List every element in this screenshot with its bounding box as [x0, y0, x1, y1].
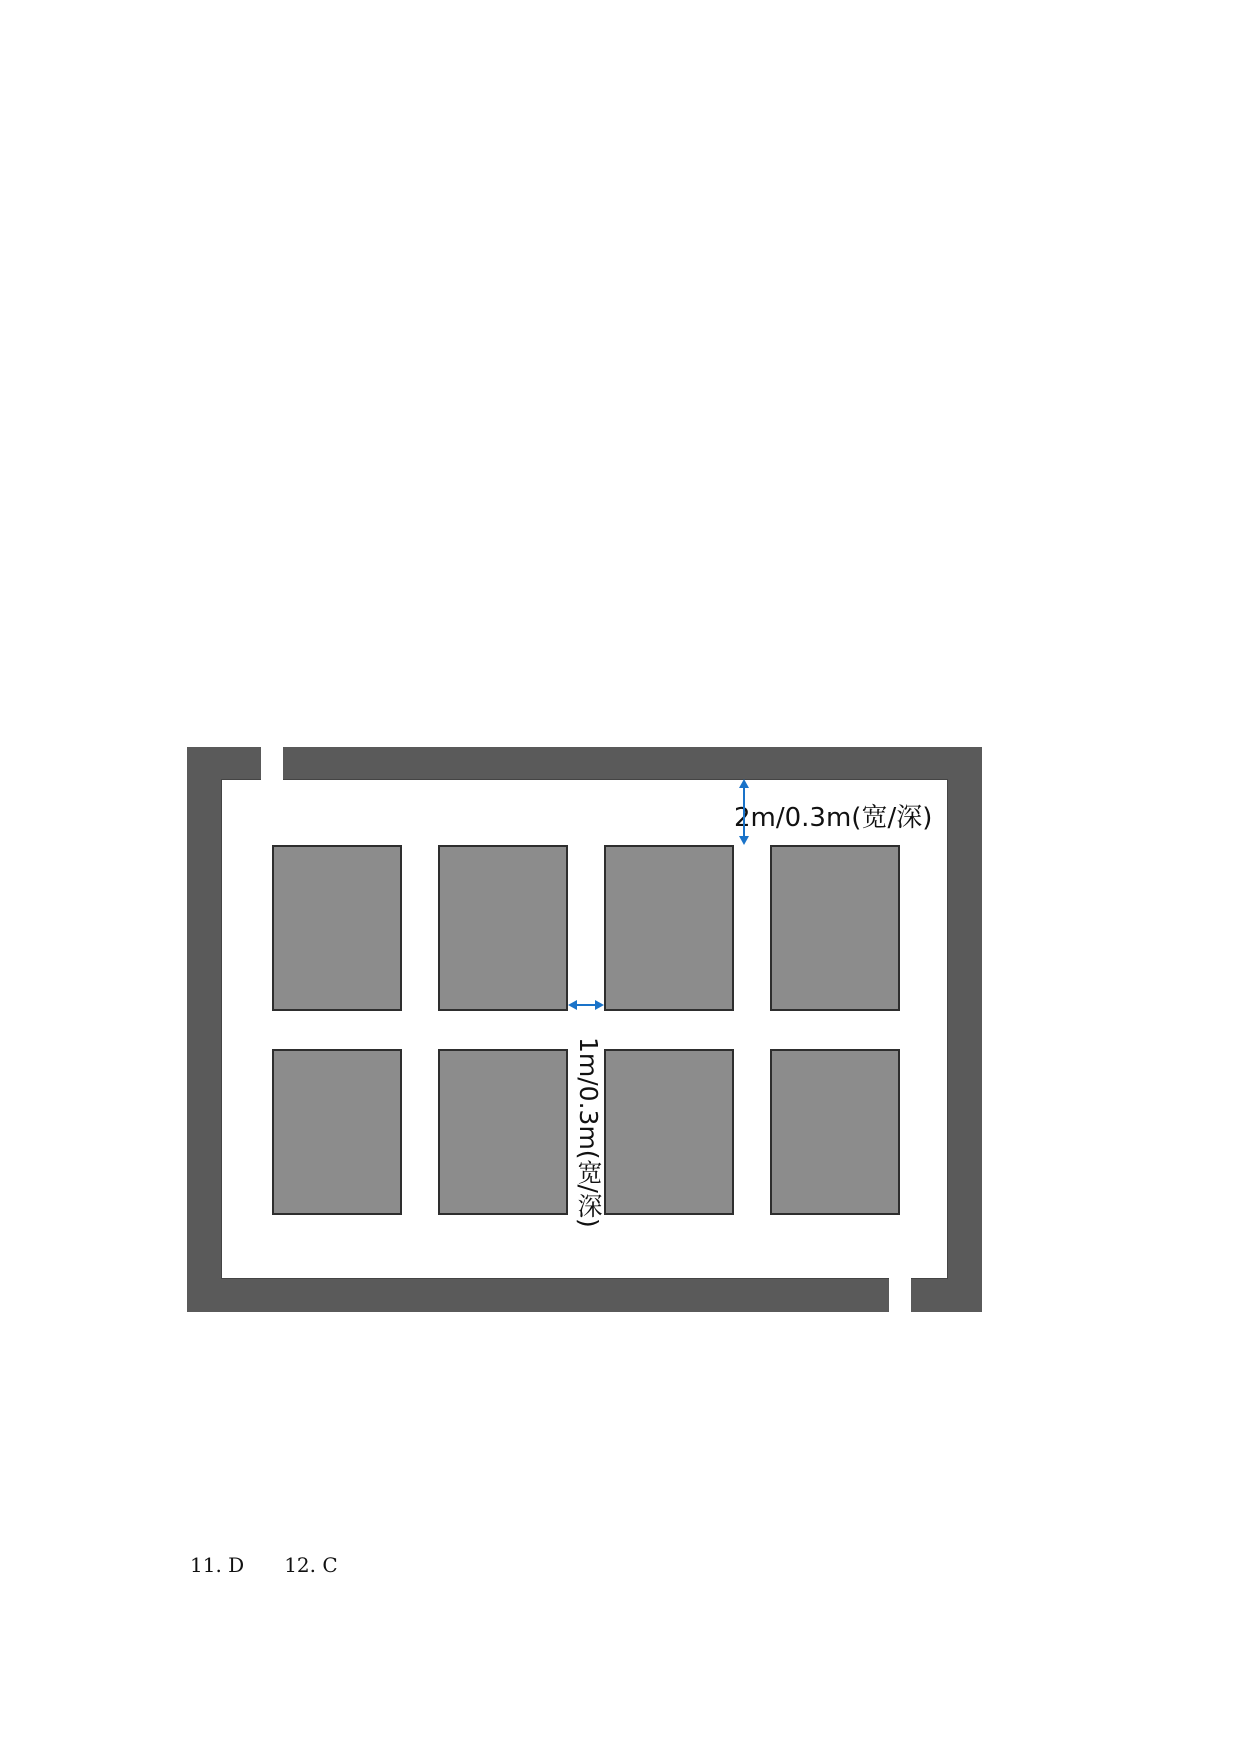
- paddy-plot: [604, 1049, 734, 1215]
- main-ditch-dimension-arrow: [734, 779, 754, 845]
- inner-ditch-dimension-arrow: [568, 997, 604, 1013]
- paddy-plot: [770, 1049, 900, 1215]
- paddy-plot: [438, 1049, 568, 1215]
- paddy-plot: [438, 845, 568, 1011]
- main-ditch-size-label: 2m/0.3m(宽/深): [734, 803, 933, 833]
- inner-ditch-size-label: 1m/0.3m(宽/深): [574, 1037, 603, 1228]
- paddy-plot: [272, 845, 402, 1011]
- paddy-plot: [604, 845, 734, 1011]
- paddy-plot: [272, 1049, 402, 1215]
- answer-line: [190, 1551, 338, 1579]
- inlet-gap: [261, 747, 283, 781]
- answer-text: 11. D 12. C: [190, 1553, 338, 1577]
- outlet-gap: [889, 1277, 911, 1312]
- rice-snail-field-diagram: [187, 747, 982, 1312]
- paddy-plot: [770, 845, 900, 1011]
